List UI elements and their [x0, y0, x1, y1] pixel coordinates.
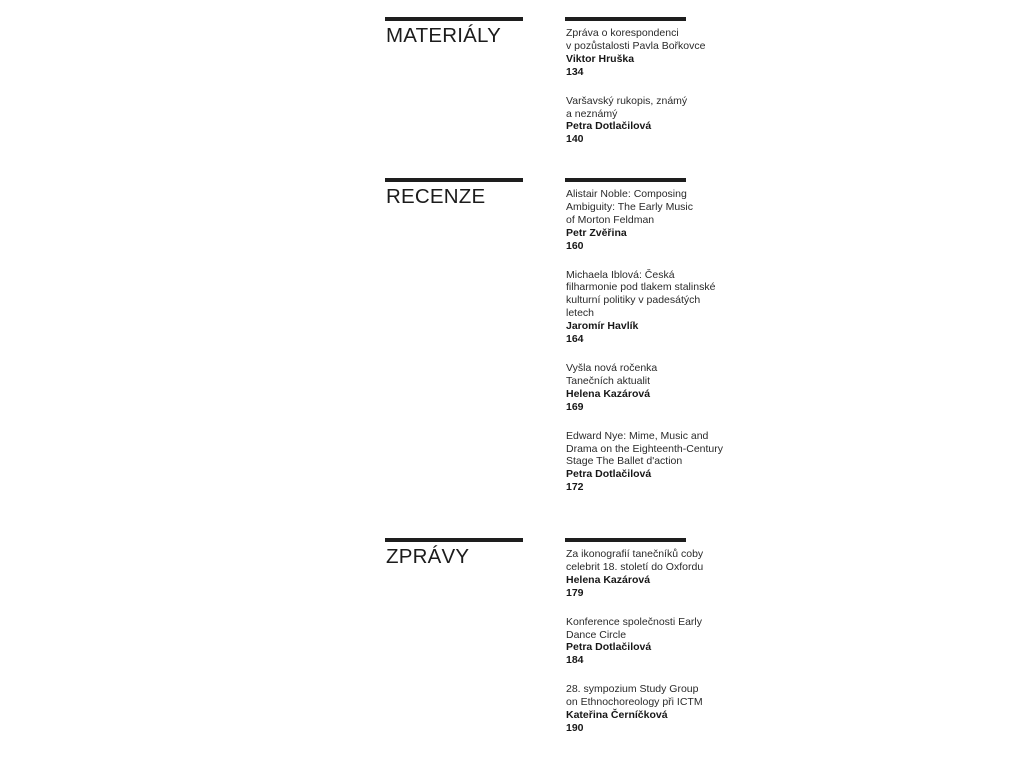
entry-list — [566, 27, 736, 146]
toc-entry[interactable] — [566, 362, 736, 414]
entry-author: Jaromír Havlík — [566, 320, 639, 333]
entry-author: Kateřina Černíčková — [566, 709, 668, 722]
entry-author: Helena Kazárová — [566, 387, 651, 400]
entry-page: 160 — [566, 239, 584, 252]
entry-title-line: Varšavský rukopis, známý — [566, 94, 688, 107]
entry-author: Petra Dotlačilová — [566, 468, 652, 481]
toc-entry[interactable] — [566, 548, 736, 600]
section-rule-left — [385, 538, 523, 542]
entry-title-line: filharmonie pod tlakem stalinské — [566, 281, 716, 294]
entry-page: 140 — [566, 133, 584, 146]
toc-entry[interactable] — [566, 95, 736, 147]
entry-title-line: Drama on the Eighteenth-Century — [566, 442, 724, 455]
section-rule-right — [565, 538, 686, 542]
entry-title-line: kulturní politiky v padesátých — [566, 294, 701, 307]
entry-title-line: of Morton Feldman — [566, 213, 655, 226]
entry-title-line: letech — [566, 307, 595, 320]
entry-title-line: Ambiguity: The Early Music — [566, 200, 694, 213]
entry-page: 190 — [566, 721, 584, 734]
toc-entry[interactable] — [566, 269, 736, 346]
section-rule-left — [385, 17, 523, 21]
entry-title-line: Zpráva o korespondenci — [566, 27, 679, 39]
section-rule-right — [565, 178, 686, 182]
section-heading: ZPRÁVY — [386, 545, 470, 568]
entry-page: 169 — [566, 400, 584, 413]
entry-author: Viktor Hruška — [566, 52, 635, 65]
entry-title-line: a neznámý — [566, 107, 618, 120]
entry-page: 172 — [566, 481, 584, 494]
entry-page: 184 — [566, 654, 584, 667]
entry-title-line: celebrit 18. století do Oxfordu — [566, 560, 704, 573]
entry-title-line: v pozůstalosti Pavla Bořkovce — [566, 39, 706, 52]
entry-list — [566, 548, 736, 735]
entry-title-line: Vyšla nová ročenka — [566, 361, 658, 374]
entry-author: Petra Dotlačilová — [566, 641, 652, 654]
entry-title-line: Stage The Ballet d'action — [566, 455, 683, 468]
entry-page: 179 — [566, 586, 584, 599]
toc-entry[interactable] — [566, 188, 736, 253]
entry-title-line: Michaela Iblová: Česká — [566, 268, 675, 281]
entry-title-line: Konference společnosti Early — [566, 615, 702, 628]
entry-title-line: Edward Nye: Mime, Music and — [566, 429, 709, 442]
entry-page: 164 — [566, 333, 584, 346]
section-rule-left — [385, 178, 523, 182]
entry-title-line: 28. sympozium Study Group — [566, 683, 699, 696]
entry-list — [566, 188, 736, 494]
toc-entry[interactable] — [566, 683, 736, 735]
toc-entry[interactable] — [566, 27, 736, 79]
entry-title-line: on Ethnochoreology při ICTM — [566, 696, 703, 709]
entry-author: Petra Dotlačilová — [566, 120, 652, 133]
toc-entry[interactable] — [566, 430, 736, 495]
entry-title-line: Dance Circle — [566, 628, 627, 641]
entry-title-line: Za ikonografií tanečníků coby — [566, 548, 704, 560]
entry-author: Petr Zvěřina — [566, 226, 627, 239]
section-heading: MATERIÁLY — [386, 24, 501, 47]
entry-title-line: Alistair Noble: Composing — [566, 188, 687, 200]
toc-entry[interactable] — [566, 616, 736, 668]
section-rule-right — [565, 17, 686, 21]
section-heading: RECENZE — [386, 185, 486, 208]
entry-title-line: Tanečních aktualit — [566, 374, 651, 387]
entry-author: Helena Kazárová — [566, 573, 651, 586]
entry-page: 134 — [566, 65, 584, 78]
